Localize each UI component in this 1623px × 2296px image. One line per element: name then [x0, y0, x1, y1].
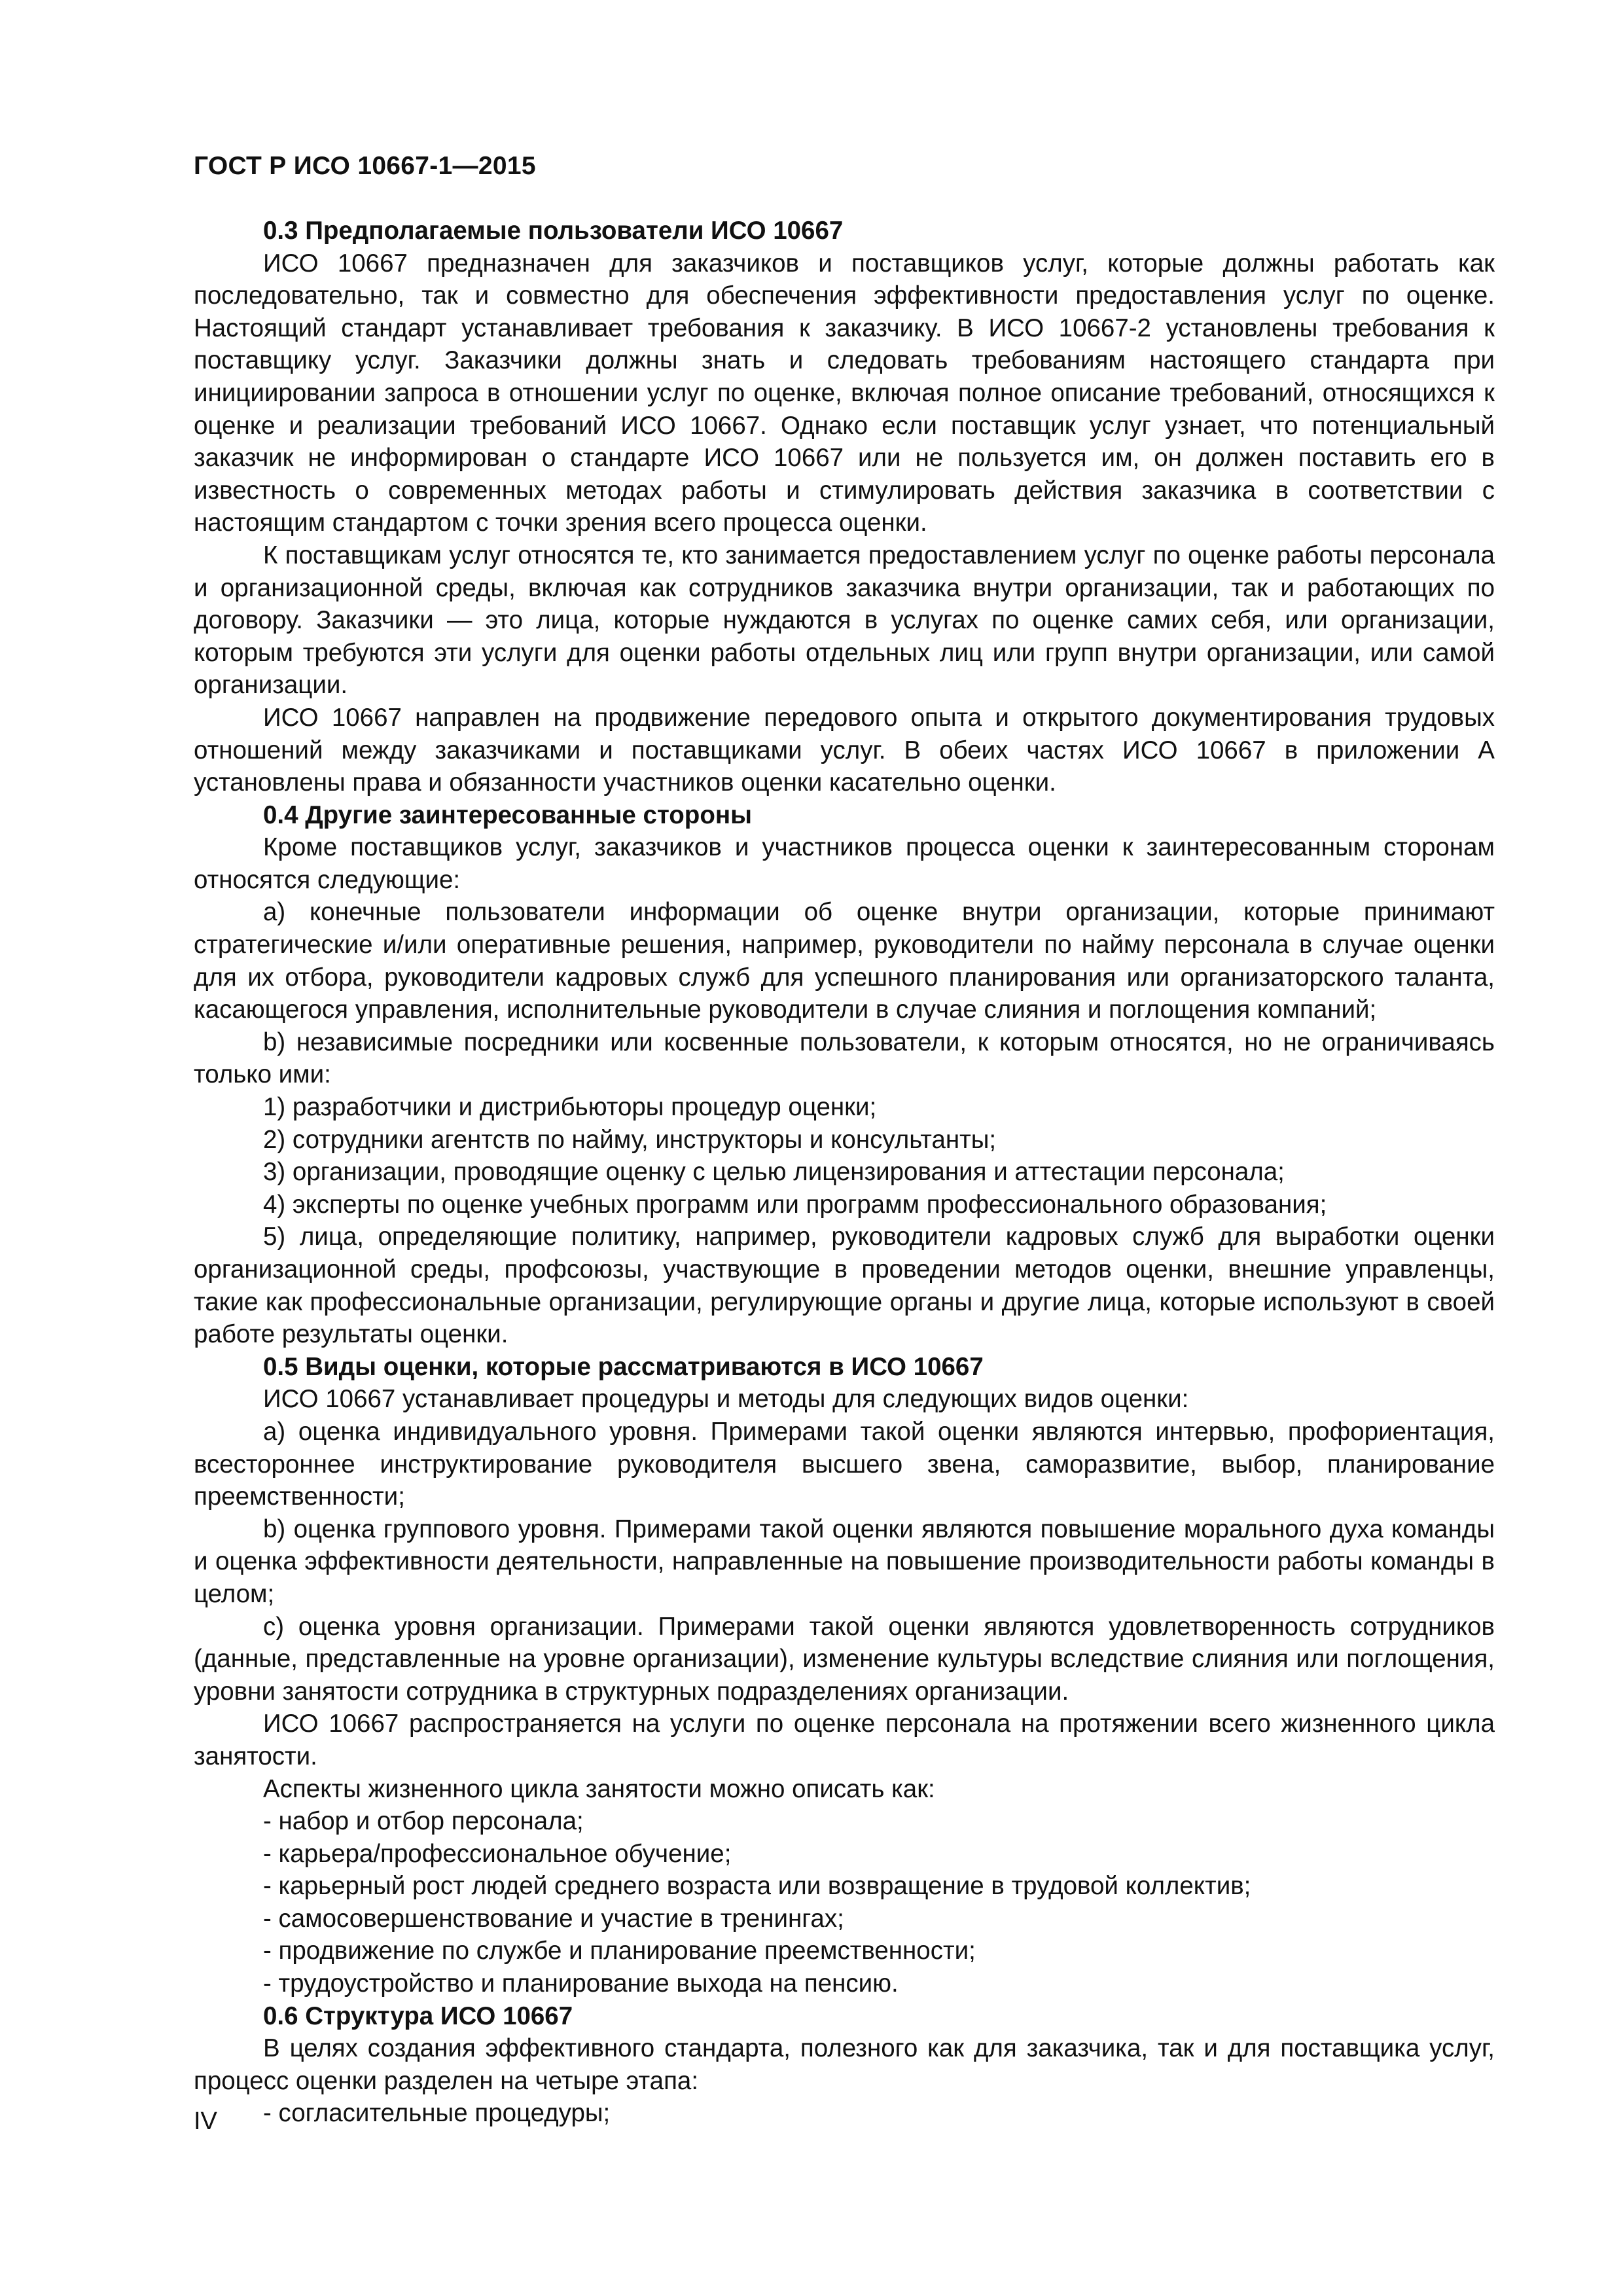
- paragraph: - набор и отбор персонала;: [263, 1807, 584, 1836]
- paragraph: Кроме поставщиков услуг, заказчиков и участников процесса оценки к заинтересованным сторонам относятся следующие:: [194, 833, 1495, 894]
- paragraph: - трудоустройство и планирование выхода на пенсию.: [263, 1969, 899, 1998]
- paragraph: ИСО 10667 предназначен для заказчиков и поставщиков услуг, которые должны работать как последовательно, так и совместно для обеспечения эффективности предоставления услуг по оценке. Настоящий стандарт устанавливает требования к заказчику. В ИСО 10667-2 установлены требования к поставщику услуг. Заказчики должны знать и следовать требованиям настоящего стандарта при инициировании запроса в отношении услуг по оценке, включая полное описание требований, относящихся к оценке и реализации требований ИСО 10667. Однако если поставщик услуг узнает, что потенциальный заказчик не информирован о стандарте ИСО 10667 или не пользуется им, он должен поставить его в известность о современных методах работы и стимулировать действия заказчика в соответствии с настоящим стандартом с точки зрения всего процесса оценки.: [194, 249, 1495, 537]
- paragraph: В целях создания эффективного стандарта, полезного как для заказчика, так и для поставщика услуг, процесс оценки разделен на четыре этапа:: [194, 2034, 1495, 2095]
- paragraph: - согласительные процедуры;: [263, 2099, 611, 2128]
- paragraph: 1) разработчики и дистрибьюторы процедур оценки;: [263, 1093, 877, 1122]
- paragraph: 4) эксперты по оценке учебных программ или программ профессионального образования;: [263, 1190, 1327, 1219]
- paragraph: - продвижение по службе и планирование преемственности;: [263, 1937, 976, 1965]
- paragraph: 5) лица, определяющие политику, например, руководители кадровых служб для выработки оценки организационной среды, профсоюзы, участвующие в проведении методов оценки, внешние управленцы, такие как профессиональные организации, регулирующие органы и другие лица, которые используют в своей работе результаты оценки.: [194, 1223, 1495, 1349]
- section-heading: 0.6 Структура ИСО 10667: [263, 2001, 573, 2030]
- paragraph: - самосовершенствование и участие в тренингах;: [263, 1904, 844, 1933]
- paragraph: ИСО 10667 направлен на продвижение передового опыта и открытого документирования трудовых отношений между заказчиками и поставщиками услуг. В обеих частях ИСО 10667 в приложении А установлены права и обязанности участников оценки касательно оценки.: [194, 703, 1495, 797]
- section-heading: 0.5 Виды оценки, которые рассматриваются в ИСО 10667: [263, 1352, 984, 1381]
- section-heading: 0.3 Предполагаемые пользователи ИСО 10667: [263, 217, 844, 245]
- paragraph: 2) сотрудники агентств по найму, инструкторы и консультанты;: [263, 1125, 997, 1154]
- paragraph: c) оценка уровня организации. Примерами такой оценки являются удовлетворенность сотрудников (данные, представленные на уровне организации), изменение культуры вследствие слияния или поглощения, уровни занятости сотрудника в структурных подразделениях организации.: [194, 1612, 1495, 1706]
- paragraph: ИСО 10667 устанавливает процедуры и методы для следующих видов оценки:: [263, 1385, 1189, 1414]
- document-body: [194, 215, 1495, 2130]
- paragraph: - карьерный рост людей среднего возраста или возвращение в трудовой коллектив;: [263, 1872, 1251, 1901]
- paragraph: - карьера/профессиональное обучение;: [263, 1839, 732, 1868]
- paragraph: b) независимые посредники или косвенные пользователи, к которым относятся, но не ограничиваясь только ими:: [194, 1028, 1495, 1089]
- paragraph: К поставщикам услуг относятся те, кто занимается предоставлением услуг по оценке работы персонала и организационной среды, включая как сотрудников заказчика внутри организации, так и работающих по договору. Заказчики — это лица, которые нуждаются в услугах по оценке самих себя, или организации, которым требуются эти услуги для оценки работы отдельных лиц или групп внутри организации, или самой организации.: [194, 541, 1495, 700]
- page-number: IV: [194, 2108, 217, 2135]
- paragraph: ИСО 10667 распространяется на услуги по оценке персонала на протяжении всего жизненного цикла занятости.: [194, 1710, 1495, 1770]
- paragraph: Аспекты жизненного цикла занятости можно описать как:: [263, 1774, 935, 1803]
- paragraph: b) оценка группового уровня. Примерами такой оценки являются повышение морального духа команды и оценка эффективности деятельности, направленные на повышение производительности работы команды в целом;: [194, 1515, 1495, 1608]
- document-header: ГОСТ Р ИСО 10667-1—2015: [194, 152, 536, 180]
- paragraph: a) оценка индивидуального уровня. Примерами такой оценки являются интервью, профориентация, всестороннее инструктирование руководителя высшего звена, саморазвитие, выбор, планирование преемственности;: [194, 1417, 1495, 1511]
- paragraph: a) конечные пользователи информации об оценке внутри организации, которые принимают стратегические и/или оперативные решения, например, руководители по найму персонала в случае оценки для их отбора, руководители кадровых служб для успешного планирования или организаторского таланта, касающегося управления, исполнительные руководители в случае слияния и поглощения компаний;: [194, 898, 1495, 1024]
- paragraph: 3) организации, проводящие оценку с целью лицензирования и аттестации персонала;: [263, 1158, 1285, 1187]
- section-heading: 0.4 Другие заинтересованные стороны: [263, 800, 752, 829]
